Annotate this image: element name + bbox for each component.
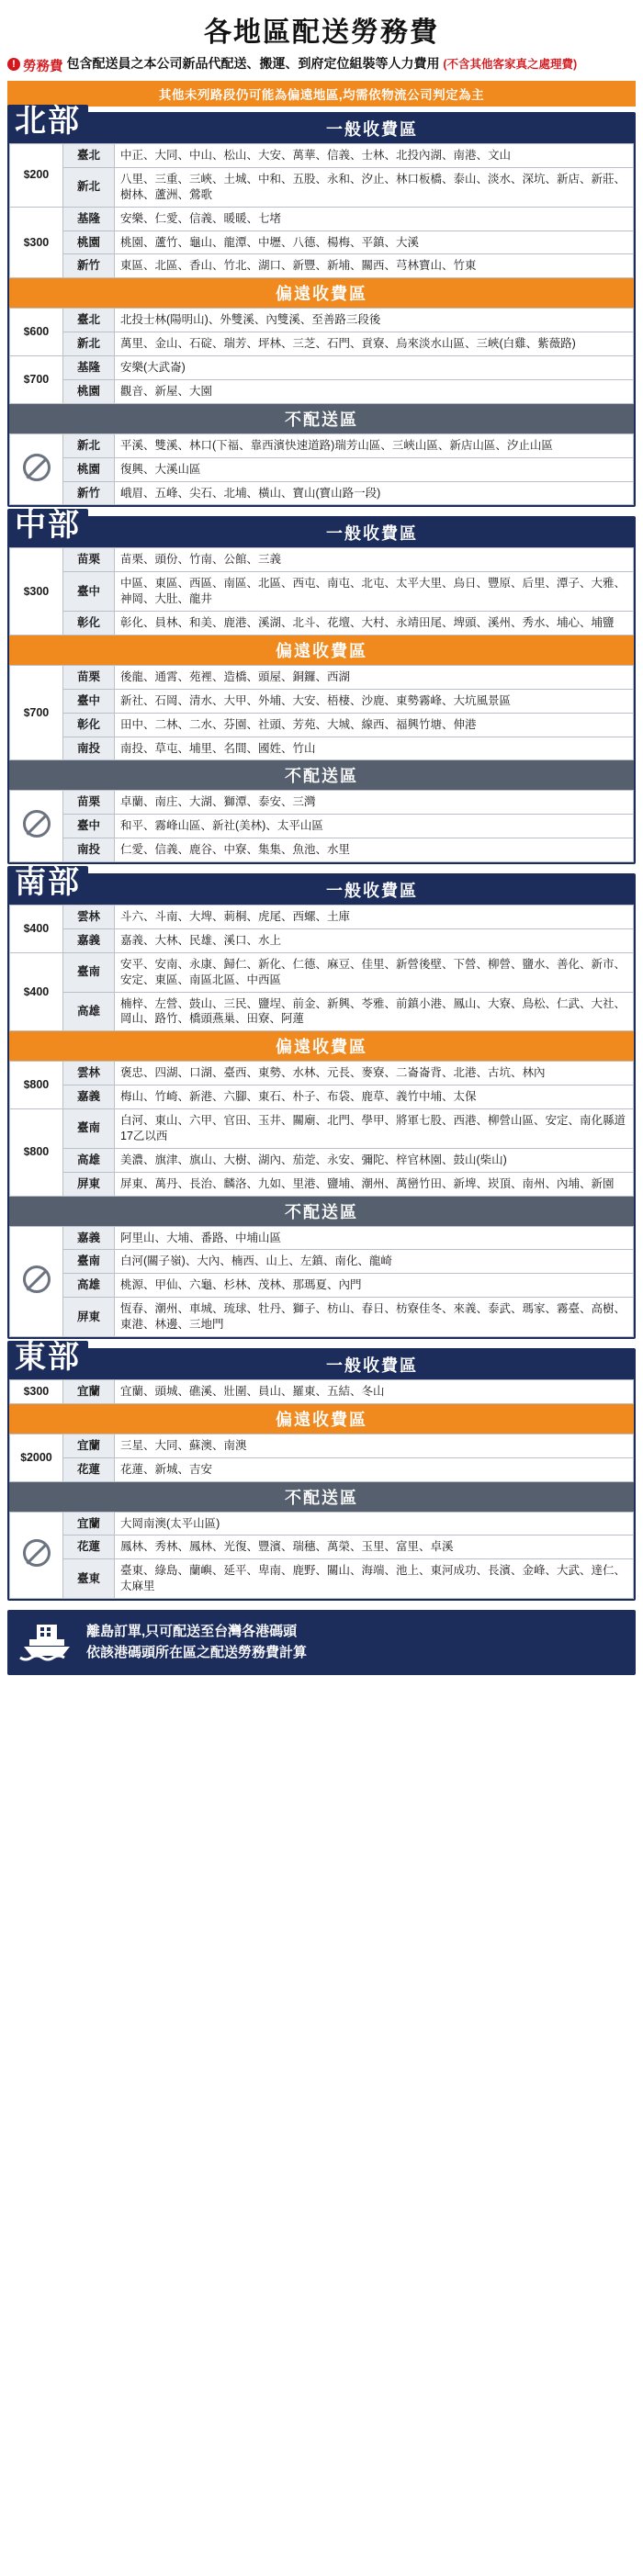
fee-table bbox=[9, 1434, 634, 1482]
areas-cell: 安平、安南、永康、歸仁、新化、仁德、麻豆、佳里、新營後壁、下營、柳營、鹽水、善化、新市、安定、東區、南區北區、中西區 bbox=[115, 952, 634, 992]
city-cell: 高雄 bbox=[63, 1274, 115, 1298]
notice-bar: 其他未列路段仍可能為偏遠地區,均需依物流公司判定為主 bbox=[7, 81, 636, 107]
areas-cell: 恆春、潮州、車城、琉球、牡丹、獅子、枋山、春日、枋寮佳冬、來義、泰武、瑪家、霧臺、高樹、東港、林邊、三地門 bbox=[115, 1298, 634, 1337]
price-cell: $600 bbox=[10, 309, 63, 356]
city-cell: 花蓮 bbox=[63, 1457, 115, 1481]
price-cell: $400 bbox=[10, 906, 63, 953]
no-delivery-icon bbox=[10, 1512, 63, 1599]
areas-cell: 鳳林、秀林、鳳林、光復、豐濱、瑞穗、萬榮、玉里、富里、卓溪 bbox=[115, 1535, 634, 1559]
city-cell: 宜蘭 bbox=[63, 1434, 115, 1457]
table-row bbox=[10, 791, 634, 815]
areas-cell: 屏東、萬丹、長治、麟洛、九如、里港、鹽埔、潮州、萬巒竹田、新埤、崁頂、南州、內埔、新園 bbox=[115, 1172, 634, 1196]
no-delivery-icon bbox=[10, 791, 63, 862]
city-cell: 宜蘭 bbox=[63, 1512, 115, 1535]
table-row bbox=[10, 1298, 634, 1337]
city-cell: 高雄 bbox=[63, 992, 115, 1031]
region-label: 中部 bbox=[7, 509, 88, 546]
city-cell: 花蓮 bbox=[63, 1535, 115, 1559]
table-row bbox=[10, 1250, 634, 1274]
areas-cell: 後龍、通霄、苑裡、造橋、頭屋、銅鑼、西湖 bbox=[115, 665, 634, 689]
areas-cell: 峨眉、五峰、尖石、北埔、橫山、寶山(寶山路一段) bbox=[115, 481, 634, 505]
footer-text bbox=[86, 1622, 307, 1663]
table-row bbox=[10, 332, 634, 356]
section-header: 偏遠收費區 bbox=[9, 278, 634, 308]
city-cell: 臺南 bbox=[63, 1250, 115, 1274]
region-label: 東部 bbox=[7, 1341, 88, 1378]
fee-note-subtext: (不含其他客家真之處理費) bbox=[443, 58, 578, 71]
areas-cell: 三星、大同、蘇澳、南澳 bbox=[115, 1434, 634, 1457]
price-cell: $700 bbox=[10, 665, 63, 760]
region-label: 南部 bbox=[7, 866, 88, 903]
table-row bbox=[10, 254, 634, 278]
table-row bbox=[10, 737, 634, 760]
areas-cell: 桃源、甲仙、六龜、杉林、茂林、那瑪夏、內門 bbox=[115, 1274, 634, 1298]
price-cell: $200 bbox=[10, 144, 63, 208]
areas-cell: 安樂、仁愛、信義、暖暖、七堵 bbox=[115, 207, 634, 231]
table-row bbox=[10, 379, 634, 403]
areas-cell: 復興、大溪山區 bbox=[115, 457, 634, 481]
fee-table bbox=[9, 1226, 634, 1337]
city-cell: 臺南 bbox=[63, 952, 115, 992]
fee-table bbox=[9, 1061, 634, 1196]
areas-cell: 宜蘭、頭城、礁溪、壯圍、員山、羅東、五結、冬山 bbox=[115, 1379, 634, 1403]
areas-cell: 觀音、新屋、大園 bbox=[115, 379, 634, 403]
city-cell: 雲林 bbox=[63, 1062, 115, 1086]
region-body bbox=[7, 516, 636, 864]
city-cell: 桃園 bbox=[63, 379, 115, 403]
areas-cell: 苗栗、頭份、竹南、公館、三義 bbox=[115, 548, 634, 572]
fee-table bbox=[9, 790, 634, 862]
table-row bbox=[10, 457, 634, 481]
section-header: 不配送區 bbox=[9, 404, 634, 433]
section-header: 一般收費區 bbox=[9, 875, 634, 905]
price-cell: $800 bbox=[10, 1109, 63, 1197]
city-cell: 彰化 bbox=[63, 713, 115, 737]
table-row bbox=[10, 1379, 634, 1403]
region-body bbox=[7, 1348, 636, 1601]
region-body bbox=[7, 112, 636, 507]
city-cell: 新北 bbox=[63, 167, 115, 207]
table-row bbox=[10, 906, 634, 929]
areas-cell: 中正、大同、中山、松山、大安、萬華、信義、士林、北投內湖、南港、文山 bbox=[115, 144, 634, 168]
areas-cell: 斗六、斗南、大埤、莿桐、虎尾、西螺、土庫 bbox=[115, 906, 634, 929]
city-cell: 苗栗 bbox=[63, 548, 115, 572]
price-cell: $300 bbox=[10, 207, 63, 278]
table-row bbox=[10, 1434, 634, 1457]
city-cell: 苗栗 bbox=[63, 791, 115, 815]
fee-table bbox=[9, 308, 634, 404]
areas-cell: 梅山、竹崎、新港、六腳、東石、朴子、布袋、鹿草、義竹中埔、太保 bbox=[115, 1086, 634, 1109]
table-row bbox=[10, 1274, 634, 1298]
table-row bbox=[10, 992, 634, 1031]
table-row bbox=[10, 572, 634, 612]
areas-cell: 褒忠、四湖、口湖、臺西、東勢、水林、元長、麥寮、二崙崙背、北港、古坑、林內 bbox=[115, 1062, 634, 1086]
city-cell: 基隆 bbox=[63, 356, 115, 380]
city-cell: 宜蘭 bbox=[63, 1379, 115, 1403]
areas-cell: 楠梓、左營、鼓山、三民、鹽埕、前金、新興、苓雅、前鎮小港、鳳山、大寮、鳥松、仁武、大社、岡山、路竹、橋頭燕巢、田寮、阿蓮 bbox=[115, 992, 634, 1031]
areas-cell: 仁愛、信義、鹿谷、中寮、集集、魚池、水里 bbox=[115, 838, 634, 862]
table-row bbox=[10, 1226, 634, 1250]
table-row bbox=[10, 928, 634, 952]
table-row bbox=[10, 1535, 634, 1559]
areas-cell: 彰化、員林、和美、鹿港、溪湖、北斗、花壇、大村、永靖田尾、埤頭、溪州、秀水、埔心、埔鹽 bbox=[115, 612, 634, 636]
table-row bbox=[10, 1062, 634, 1086]
areas-cell: 新社、石岡、清水、大甲、外埔、大安、梧棲、沙鹿、東勢霧峰、大坑風景區 bbox=[115, 689, 634, 713]
city-cell: 臺中 bbox=[63, 815, 115, 838]
areas-cell: 八里、三重、三峽、土城、中和、五股、永和、汐止、林口板橋、泰山、淡水、深坑、新店、新莊、樹林、蘆洲、鶯歌 bbox=[115, 167, 634, 207]
areas-cell: 大岡南澳(太平山區) bbox=[115, 1512, 634, 1535]
areas-cell: 安樂(大武崙) bbox=[115, 356, 634, 380]
city-cell: 新北 bbox=[63, 332, 115, 356]
city-cell: 嘉義 bbox=[63, 1226, 115, 1250]
table-row bbox=[10, 815, 634, 838]
areas-cell: 美濃、旗津、旗山、大樹、湖內、茄萣、永安、彌陀、梓官林園、鼓山(柴山) bbox=[115, 1148, 634, 1172]
table-row bbox=[10, 231, 634, 254]
ship-icon bbox=[18, 1619, 75, 1666]
areas-cell: 白河(關子嶺)、大內、楠西、山上、左鎮、南化、龍崎 bbox=[115, 1250, 634, 1274]
no-delivery-icon bbox=[10, 433, 63, 505]
areas-cell: 和平、霧峰山區、新社(美林)、太平山區 bbox=[115, 815, 634, 838]
city-cell: 高雄 bbox=[63, 1148, 115, 1172]
table-row bbox=[10, 665, 634, 689]
city-cell: 嘉義 bbox=[63, 928, 115, 952]
section-header: 一般收費區 bbox=[9, 114, 634, 143]
region-block bbox=[7, 865, 636, 1339]
price-cell: $300 bbox=[10, 548, 63, 636]
table-row bbox=[10, 433, 634, 457]
city-cell: 臺北 bbox=[63, 309, 115, 332]
section-header: 不配送區 bbox=[9, 1197, 634, 1226]
section-header: 偏遠收費區 bbox=[9, 636, 634, 665]
fee-note-label-text: 勞務費 bbox=[23, 60, 63, 74]
section-header: 不配送區 bbox=[9, 760, 634, 790]
table-row bbox=[10, 612, 634, 636]
areas-cell: 阿里山、大埔、番路、中埔山區 bbox=[115, 1226, 634, 1250]
table-row bbox=[10, 144, 634, 168]
table-row bbox=[10, 838, 634, 862]
region-block bbox=[7, 508, 636, 864]
fee-note-text: 包含配送員之本公司新品代配送、搬運、到府定位組裝等人力費用 bbox=[66, 56, 440, 71]
price-cell: $700 bbox=[10, 356, 63, 404]
areas-cell: 嘉義、大林、民雄、溪口、水上 bbox=[115, 928, 634, 952]
table-row bbox=[10, 356, 634, 380]
city-cell: 臺南 bbox=[63, 1109, 115, 1149]
city-cell: 臺東 bbox=[63, 1559, 115, 1599]
table-row bbox=[10, 1086, 634, 1109]
price-cell: $800 bbox=[10, 1062, 63, 1109]
page-title: 各地區配送勞務費 bbox=[204, 17, 439, 48]
areas-cell: 東區、北區、香山、竹北、湖口、新豐、新埔、關西、芎林寶山、竹東 bbox=[115, 254, 634, 278]
region-label: 北部 bbox=[7, 105, 88, 141]
region-body bbox=[7, 873, 636, 1339]
city-cell: 桃園 bbox=[63, 457, 115, 481]
areas-cell: 南投、草屯、埔里、名間、國姓、竹山 bbox=[115, 737, 634, 760]
city-cell: 臺中 bbox=[63, 572, 115, 612]
city-cell: 屏東 bbox=[63, 1298, 115, 1337]
city-cell: 新竹 bbox=[63, 481, 115, 505]
table-row bbox=[10, 689, 634, 713]
table-row bbox=[10, 1172, 634, 1196]
table-row bbox=[10, 1512, 634, 1535]
city-cell: 雲林 bbox=[63, 906, 115, 929]
table-row bbox=[10, 309, 634, 332]
areas-cell: 花蓮、新城、吉安 bbox=[115, 1457, 634, 1481]
table-row bbox=[10, 1559, 634, 1599]
table-row bbox=[10, 207, 634, 231]
city-cell: 臺北 bbox=[63, 144, 115, 168]
table-row bbox=[10, 952, 634, 992]
city-cell: 新北 bbox=[63, 433, 115, 457]
city-cell: 彰化 bbox=[63, 612, 115, 636]
fee-table bbox=[9, 1379, 634, 1404]
table-row bbox=[10, 1109, 634, 1149]
fee-table bbox=[9, 1512, 634, 1600]
section-header: 偏遠收費區 bbox=[9, 1031, 634, 1061]
fee-table bbox=[9, 547, 634, 636]
section-header: 一般收費區 bbox=[9, 518, 634, 547]
exclamation-icon: ! bbox=[7, 58, 20, 71]
areas-cell: 萬里、金山、石碇、瑞芳、坪林、三芝、石門、貢寮、烏來淡水山區、三峽(白雞、紫薇路) bbox=[115, 332, 634, 356]
fee-table bbox=[9, 665, 634, 761]
fee-table bbox=[9, 143, 634, 278]
fee-note-label bbox=[7, 55, 63, 75]
section-header: 一般收費區 bbox=[9, 1350, 634, 1379]
city-cell: 屏東 bbox=[63, 1172, 115, 1196]
region-block bbox=[7, 1339, 636, 1601]
fee-note bbox=[0, 55, 643, 81]
table-row bbox=[10, 1148, 634, 1172]
table-row bbox=[10, 1457, 634, 1481]
region-block bbox=[7, 104, 636, 507]
price-cell: $300 bbox=[10, 1379, 63, 1403]
city-cell: 嘉義 bbox=[63, 1086, 115, 1109]
footer-line-2: 依該港碼頭所在區之配送勞務費計算 bbox=[86, 1644, 308, 1660]
city-cell: 南投 bbox=[63, 838, 115, 862]
table-row bbox=[10, 548, 634, 572]
areas-cell: 田中、二林、二水、芬園、社頭、芳苑、大城、線西、福興竹塘、伸港 bbox=[115, 713, 634, 737]
price-cell: $400 bbox=[10, 952, 63, 1031]
city-cell: 新竹 bbox=[63, 254, 115, 278]
table-row bbox=[10, 481, 634, 505]
table-row bbox=[10, 713, 634, 737]
areas-cell: 桃園、蘆竹、龜山、龍潭、中壢、八德、楊梅、平鎮、大溪 bbox=[115, 231, 634, 254]
footer-line-1: 離島訂單,只可配送至台灣各港碼頭 bbox=[86, 1624, 298, 1639]
no-delivery-icon bbox=[10, 1226, 63, 1336]
areas-cell: 臺東、綠島、蘭嶼、延平、卑南、鹿野、關山、海端、池上、東河成功、長濱、金峰、大武、達仁、太麻里 bbox=[115, 1559, 634, 1599]
fee-note-body bbox=[67, 55, 578, 73]
section-header: 不配送區 bbox=[9, 1482, 634, 1512]
footer-note bbox=[7, 1610, 636, 1675]
areas-cell: 北投士林(陽明山)、外雙溪、內雙溪、至善路三段後 bbox=[115, 309, 634, 332]
fee-table bbox=[9, 905, 634, 1031]
areas-cell: 中區、東區、西區、南區、北區、西屯、南屯、北屯、太平大里、烏日、豐原、后里、潭子、大雅、神岡、大肚、龍井 bbox=[115, 572, 634, 612]
city-cell: 苗栗 bbox=[63, 665, 115, 689]
areas-cell: 白河、東山、六甲、官田、玉井、關廟、北門、學甲、將軍七股、西港、柳營山區、安定、南化縣道17乙以西 bbox=[115, 1109, 634, 1149]
areas-cell: 平溪、雙溪、林口(下福、靠西濱快速道路)瑞芳山區、三峽山區、新店山區、汐止山區 bbox=[115, 433, 634, 457]
city-cell: 桃園 bbox=[63, 231, 115, 254]
areas-cell: 卓蘭、南庄、大湖、獅潭、泰安、三灣 bbox=[115, 791, 634, 815]
city-cell: 基隆 bbox=[63, 207, 115, 231]
regions-container bbox=[0, 104, 643, 1601]
table-row bbox=[10, 167, 634, 207]
fee-table bbox=[9, 433, 634, 506]
price-cell: $2000 bbox=[10, 1434, 63, 1481]
city-cell: 臺中 bbox=[63, 689, 115, 713]
section-header: 偏遠收費區 bbox=[9, 1404, 634, 1434]
city-cell: 南投 bbox=[63, 737, 115, 760]
